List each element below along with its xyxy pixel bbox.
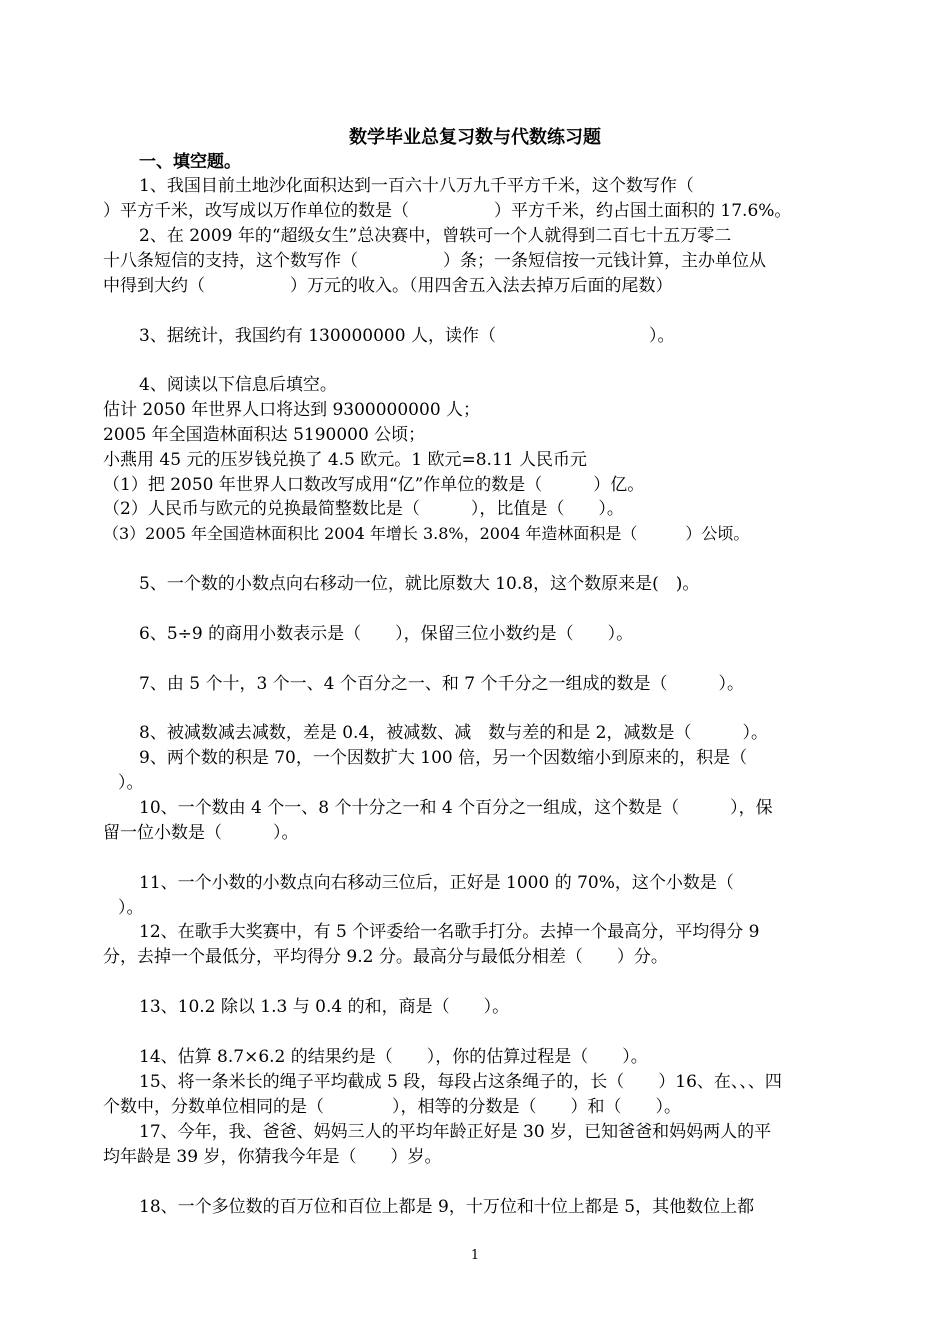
question-3: 3、据统计，我国约有 130000000 人，读作（ ）。 xyxy=(139,326,675,346)
question-15-16-line-1: 15、将一条米长的绳子平均截成 5 段，每段占这条绳子的，长（ ）16、在、、、四 xyxy=(139,1072,782,1092)
question-18-line-1: 18、一个多位数的百万位和百位上都是 9，十万位和十位上都是 5，其他数位上都 xyxy=(139,1197,755,1217)
question-1-line-2: ）平方千米，改写成以万作单位的数是（ ）平方千米，约占国土面积的 17.6%。 xyxy=(103,201,792,221)
question-4-intro: 4、阅读以下信息后填空。 xyxy=(139,375,337,395)
question-12-line-1: 12、在歌手大奖赛中，有 5 个评委给一名歌手打分。去掉一个最高分，平均得分 9 xyxy=(139,922,760,942)
question-2-line-2: 十八条短信的支持，这个数写作（ ）条；一条短信按一元钱计算，主办单位从 xyxy=(103,251,766,271)
question-12-line-2: 分，去掉一个最低分，平均得分 9.2 分。最高分与最低分相差（ ）分。 xyxy=(103,947,668,967)
question-9-line-2: ）。 xyxy=(118,773,144,793)
question-10-line-2: 留一位小数是（ ）。 xyxy=(103,823,299,843)
question-4-part-1: （1）把 2050 年世界人口数改写成用“亿”作单位的数是（ ）亿。 xyxy=(103,475,645,495)
question-10-line-1: 10、一个数由 4 个一、8 个十分之一和 4 个百分之一组成，这个数是（ ），保 xyxy=(139,798,773,818)
question-17-line-1: 17、今年，我、爸爸、妈妈三人的平均年龄正好是 30 岁，已知爸爸和妈妈两人的平 xyxy=(139,1122,772,1142)
question-2-line-1: 2、在 2009 年的“超级女生”总决赛中，曾轶可一个人就得到二百七十五万零二 xyxy=(139,226,732,246)
question-13: 13、10.2 除以 1.3 与 0.4 的和，商是（ ）。 xyxy=(139,997,510,1017)
page-number: 1 xyxy=(470,1248,480,1263)
question-4-part-2: （2）人民币与欧元的兑换最简整数比是（ ），比值是（ ）。 xyxy=(103,499,624,519)
section-heading: 一、填空题。 xyxy=(139,152,241,172)
question-14: 14、估算 8.7×6.2 的结果约是（ ），你的估算过程是（ ）。 xyxy=(139,1047,648,1067)
question-4-info-2: 2005 年全国造林面积达 5190000 公顷； xyxy=(103,425,426,445)
question-17-line-2: 均年龄是 39 岁，你猜我今年是（ ）岁。 xyxy=(103,1147,442,1167)
question-7: 7、由 5 个十，3 个一、4 个百分之一、和 7 个千分之一组成的数是（ ）。 xyxy=(139,674,745,694)
question-6: 6、5÷9 的商用小数表示是（ ），保留三位小数约是（ ）。 xyxy=(139,624,634,644)
question-4-info-1: 估计 2050 年世界人口将达到 9300000000 人； xyxy=(103,400,481,420)
question-16-line-2: 个数中，分数单位相同的是（ ），相等的分数是（ ）和（ ）。 xyxy=(103,1097,681,1117)
question-4-part-3: （3）2005 年全国造林面积比 2004 年增长 3.8%，2004 年造林面积是（ ）公顷。 xyxy=(103,524,750,543)
question-2-line-3: 中得到大约（ ）万元的收入。（用四舍五入法去掉万后面的尾数） xyxy=(103,276,673,296)
question-11-line-2: ）。 xyxy=(118,898,144,918)
page-title: 数学毕业总复习数与代数练习题 xyxy=(349,127,601,148)
question-11-line-1: 11、一个小数的小数点向右移动三位后，正好是 1000 的 70%，这个小数是（ xyxy=(139,873,734,893)
question-8: 8、被减数减去减数，差是 0.4，被减数、减 数与差的和是 2，减数是（ ）。 xyxy=(139,723,768,743)
question-4-info-3: 小燕用 45 元的压岁钱兑换了 4.5 欧元。1 欧元=8.11 人民币元 xyxy=(103,450,588,470)
question-5: 5、一个数的小数点向右移动一位，就比原数大 10.8，这个数原来是( )。 xyxy=(139,574,700,594)
question-1-line-1: 1、我国目前土地沙化面积达到一百六十八万九千平方千米，这个数写作（ xyxy=(139,176,694,196)
question-9-line-1: 9、两个数的积是 70，一个因数扩大 100 倍，另一个因数缩小到原来的，积是（ xyxy=(139,748,748,768)
